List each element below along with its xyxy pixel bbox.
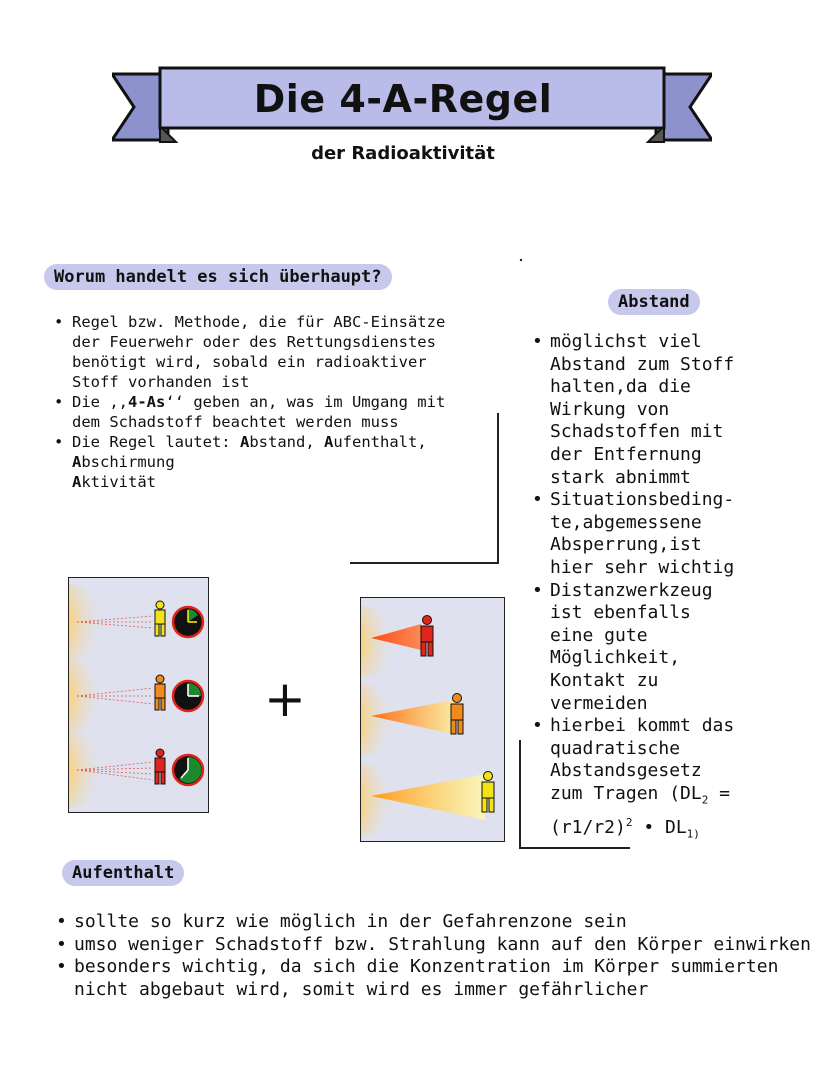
heading-worum	[44, 264, 392, 290]
aufenthalt-item-text: umso weniger Schadstoff bzw. Strahlung kann auf den Körper einwirken	[74, 933, 811, 955]
abstand-line: Schadstoffen mit	[550, 421, 724, 443]
abstand-line: Absperrung,ist	[550, 534, 702, 556]
abstand-line: eine gute	[550, 624, 648, 646]
rule-initial: A	[239, 433, 250, 451]
list-item	[528, 715, 798, 846]
worum-item-2-bold: 4-As	[128, 393, 166, 411]
person-icon	[451, 694, 463, 735]
list-item	[528, 331, 798, 489]
list-item	[528, 580, 798, 716]
abstand-line: zum Tragen (DL	[550, 782, 702, 804]
rule-initial: A	[72, 453, 82, 471]
list-item	[50, 392, 470, 432]
rule-rest: ufenthalt,	[333, 433, 427, 451]
heading-aufenthalt	[62, 860, 184, 886]
list-item	[50, 432, 470, 492]
list-item	[52, 934, 812, 957]
figure-exposure-time-drawing	[69, 578, 208, 812]
abstand-line: hierbei kommt das	[550, 715, 735, 737]
person-icon	[155, 675, 165, 710]
formula-sub: 2	[701, 793, 709, 807]
clock-icon	[173, 681, 203, 711]
abstand-line: Situationsbeding-	[550, 489, 735, 511]
figure-distance	[360, 597, 505, 842]
person-icon	[155, 749, 165, 784]
abstand-line: Möglichkeit,	[550, 647, 681, 669]
list-item	[52, 911, 812, 934]
clock-icon	[173, 755, 203, 785]
rule-rest: ktivität	[81, 473, 156, 491]
formula-ratio: (r1/r2)	[550, 817, 626, 839]
abstand-line: vermeiden	[550, 692, 648, 714]
abstand-line: quadratische	[550, 737, 681, 759]
abstand-line: hier sehr wichtig	[550, 556, 735, 578]
rule-initial: A	[72, 473, 82, 491]
abstand-line: te,abgemessene	[550, 511, 702, 533]
formula-power: 2	[625, 816, 633, 830]
list-abstand	[528, 331, 798, 846]
worum-item-2-prefix: Die ,,	[72, 393, 128, 411]
rule-initial: A	[324, 433, 334, 451]
worum-item-2-suffix: ‘‘ geben an, was im Umgang mit dem Schadstoff beachtet werden muss	[72, 393, 446, 431]
abstand-line: stark abnimmt	[550, 466, 691, 488]
heading-abstand-text: Abstand	[618, 292, 690, 312]
clock-icon	[173, 607, 203, 637]
plus-sign: +	[264, 670, 306, 728]
heading-worum-text: Worum handelt es sich überhaupt?	[54, 267, 382, 287]
list-item	[528, 489, 798, 579]
rule-rest: bstand,	[249, 433, 315, 451]
formula-dl: • DL	[632, 817, 687, 839]
page-subtitle: der Radioaktivität	[311, 143, 495, 164]
worum-item-3-prefix: Die Regel lautet:	[72, 433, 240, 451]
abstand-line: halten,da die	[550, 376, 691, 398]
formula-eq: =	[708, 782, 731, 804]
person-icon	[421, 616, 433, 657]
list-item	[50, 312, 470, 392]
abstand-line: Kontakt zu	[550, 669, 659, 691]
worum-item-1-text: Regel bzw. Methode, die für ABC-Einsätze der Feuerwehr oder des Rettungsdienstes benötigt wird, sobald ein radioaktiver Stoff vorhanden ist	[72, 313, 446, 391]
abstand-line: Abstand zum Stoff	[550, 353, 735, 375]
abstand-line: Wirkung von	[550, 398, 670, 420]
abstand-line: möglichst viel	[550, 331, 702, 352]
abstand-line: Abstandsgesetz	[550, 760, 702, 782]
list-aufenthalt	[52, 911, 812, 1001]
figure-distance-drawing	[361, 598, 504, 841]
heading-aufenthalt-text: Aufenthalt	[72, 863, 175, 883]
person-icon	[155, 601, 165, 636]
heading-abstand	[608, 289, 700, 315]
formula-sub: 1)	[686, 827, 700, 841]
list-item	[52, 956, 812, 1001]
abstand-line: ist ebenfalls	[550, 602, 691, 624]
aufenthalt-item-text: sollte so kurz wie möglich in der Gefahrenzone sein	[74, 911, 627, 932]
abstand-line: der Entfernung	[550, 443, 702, 465]
abstand-line: Distanzwerkzeug	[550, 579, 713, 601]
rule-rest: bschirmung	[81, 453, 175, 471]
aufenthalt-item-text: besonders wichtig, da sich die Konzentration im Körper summierten nicht abgebaut wird, somit wird es immer gefährlicher	[74, 956, 779, 1000]
page-title: Die 4-A-Regel	[253, 77, 553, 121]
list-worum	[50, 312, 470, 492]
figure-exposure-time	[68, 577, 209, 813]
person-icon	[482, 772, 494, 813]
